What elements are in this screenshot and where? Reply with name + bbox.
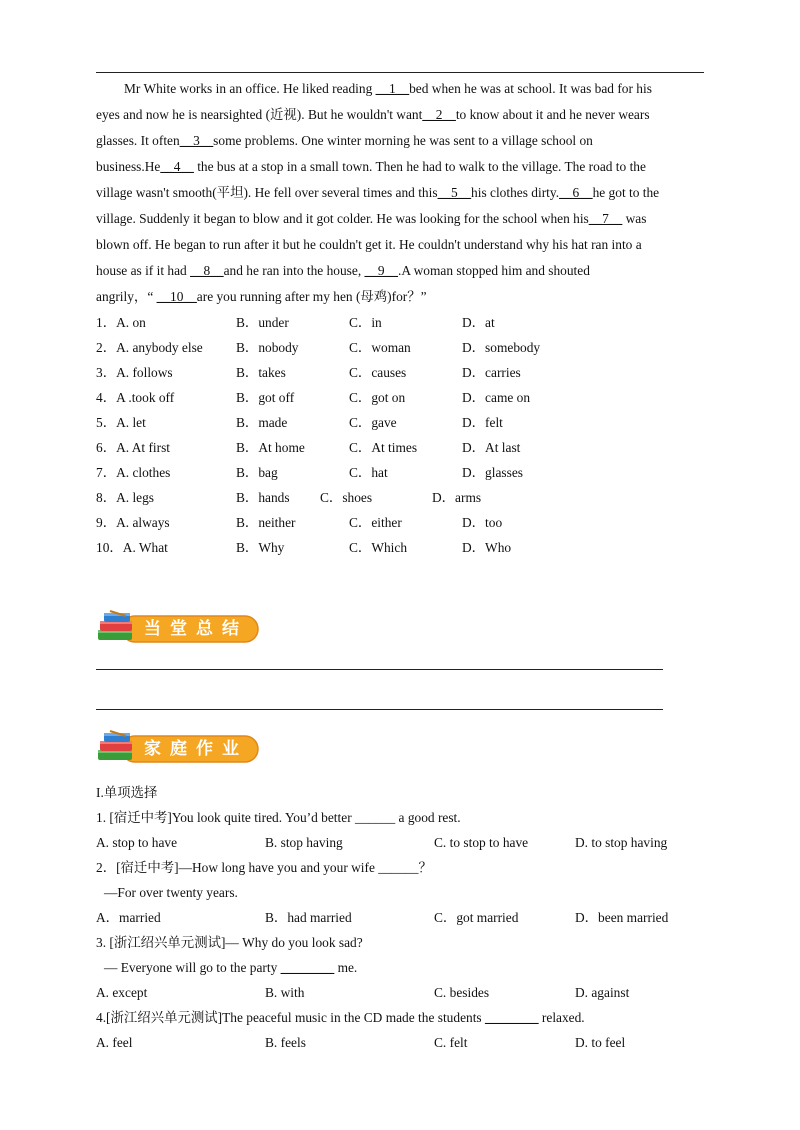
option-d: D. against — [575, 985, 630, 1000]
blank-10: __10__ — [156, 289, 197, 304]
option-b: B．had married — [265, 910, 352, 925]
question-3-options — [96, 980, 716, 1005]
passage-text: was — [622, 211, 647, 226]
option-c: C．hat — [349, 465, 388, 480]
option-d: D. to feel — [575, 1035, 626, 1050]
passage-text: the bus at a stop in a small town. Then he had to walk to the village. The road to the — [193, 159, 646, 174]
option-d: D．At last — [462, 440, 521, 455]
option-c: C. besides — [434, 985, 490, 1000]
question-2-options — [96, 905, 716, 930]
option-row — [96, 410, 716, 435]
option-c: C．Which — [349, 540, 408, 555]
option-b: B．got off — [236, 390, 295, 405]
option-row — [96, 310, 716, 335]
option-a: A．married — [96, 910, 161, 925]
question-2-reply: —For over twenty years. — [104, 885, 238, 900]
option-b: B．neither — [236, 515, 296, 530]
answer-blank: ________ — [485, 1010, 539, 1025]
summary-banner — [96, 610, 262, 646]
option-b: B．under — [236, 315, 289, 330]
blank-2: __2__ — [422, 107, 456, 122]
option-b: B．nobody — [236, 340, 299, 355]
passage-text: glasses. It often — [96, 133, 180, 148]
option-row — [96, 460, 716, 485]
option-d: D．glasses — [462, 465, 523, 480]
passage-text: Mr White works in an office. He liked reading — [124, 81, 376, 96]
option-row — [96, 435, 716, 460]
blank-4: __4__ — [160, 159, 194, 174]
passage-line-8 — [96, 258, 590, 284]
passage-line-7 — [96, 232, 642, 258]
option-d: D．felt — [462, 415, 503, 430]
option-d: D．too — [462, 515, 503, 530]
option-a: 1．A. on — [96, 315, 146, 330]
blank-9: __9__ — [364, 263, 398, 278]
option-b: B．made — [236, 415, 288, 430]
question-3-reply — [104, 955, 724, 980]
option-b: B．takes — [236, 365, 286, 380]
homework-banner — [96, 730, 262, 766]
option-a: 4．A .took off — [96, 390, 175, 405]
passage-line-3 — [96, 128, 593, 154]
passage-text: blown off. He began to run after it but he couldn't get it. He couldn't understand why his hat ran into a — [96, 237, 642, 252]
option-d: D．carries — [462, 365, 521, 380]
stem-text: 4.[浙江绍兴单元测试]The peaceful music in the CD made the students — [96, 1010, 485, 1025]
section-heading: I.单项选择 — [96, 785, 158, 800]
passage-line-1 — [124, 76, 652, 102]
blank-5: __5__ — [437, 185, 472, 200]
question-1-stem: 1. [宿迁中考]You look quite tired. You’d better ______ a good rest. — [96, 810, 461, 825]
option-d: D．somebody — [462, 340, 541, 355]
answer-line — [96, 709, 663, 710]
question-4-options — [96, 1030, 716, 1055]
option-a: 7．A. clothes — [96, 465, 171, 480]
question-4-stem — [96, 1005, 716, 1030]
option-b: B．At home — [236, 440, 305, 455]
option-d: D．arms — [432, 490, 482, 505]
passage-text: village wasn't smooth(平坦). He fell over several times and this — [96, 185, 438, 200]
blank-1: __1__ — [375, 81, 410, 96]
blank-7: __7__ — [588, 211, 623, 226]
option-a: 2．A. anybody else — [96, 340, 203, 355]
passage-text: some problems. One winter morning he was sent to a village school on — [213, 133, 593, 148]
option-d: D．been married — [575, 910, 669, 925]
option-a: A. except — [96, 985, 148, 1000]
option-c: C．causes — [349, 365, 407, 380]
option-b: B. feels — [265, 1035, 306, 1050]
blank-6: __6__ — [559, 185, 593, 200]
option-d: D．Who — [462, 540, 512, 555]
option-row — [96, 510, 716, 535]
stem-text: relaxed. — [538, 1010, 585, 1025]
question-1-options — [96, 830, 716, 855]
option-d: D. to stop having — [575, 835, 668, 850]
passage-text: and he ran into the house, — [223, 263, 365, 278]
option-c: C．At times — [349, 440, 418, 455]
passage-text: business.He — [96, 159, 161, 174]
option-b: B. stop having — [265, 835, 343, 850]
question-2-stem: 2．[宿迁中考]—How long have you and your wife ______？ — [96, 860, 432, 875]
option-c: C．woman — [349, 340, 411, 355]
option-c: C．in — [349, 315, 382, 330]
top-rule — [96, 72, 704, 73]
option-a: 5．A. let — [96, 415, 146, 430]
option-c: C．gave — [349, 415, 397, 430]
option-a: 10．A. What — [96, 540, 168, 555]
passage-line-4 — [96, 154, 646, 180]
reply-text: me. — [334, 960, 358, 975]
option-c: C．either — [349, 515, 402, 530]
option-b: B．Why — [236, 540, 285, 555]
option-a: 6．A. At first — [96, 440, 171, 455]
option-a: A. stop to have — [96, 835, 178, 850]
option-a: 9．A. always — [96, 515, 170, 530]
option-c: C. to stop to have — [434, 835, 529, 850]
blank-3: __3__ — [179, 133, 214, 148]
passage-text: village. Suddenly it began to blow and it got colder. He was looking for the school when his — [96, 211, 589, 226]
option-row — [96, 335, 716, 360]
answer-line — [96, 669, 663, 670]
passage-text: eyes and now he is nearsighted (近视). But he wouldn't want — [96, 107, 423, 122]
reply-text: — Everyone will go to the party — [104, 960, 281, 975]
option-d: D．came on — [462, 390, 531, 405]
option-b: B．hands — [236, 490, 290, 505]
blank-8: __8__ — [190, 263, 224, 278]
option-c: C. felt — [434, 1035, 468, 1050]
passage-line-9 — [96, 284, 427, 310]
option-c: C．shoes — [320, 490, 373, 505]
passage-line-5 — [96, 180, 659, 206]
passage-line-6 — [96, 206, 646, 232]
option-row — [96, 485, 716, 510]
option-a: 3．A. follows — [96, 365, 173, 380]
option-b: B. with — [265, 985, 305, 1000]
question-3-stem: 3. [浙江绍兴单元测试]— Why do you look sad? — [96, 935, 363, 950]
option-row — [96, 535, 716, 560]
option-c: C．got on — [349, 390, 406, 405]
passage-text: to know about it and he never wears — [455, 107, 650, 122]
option-c: C．got married — [434, 910, 519, 925]
option-d: D．at — [462, 315, 495, 330]
option-a: A. feel — [96, 1035, 133, 1050]
homework-banner-label: 家庭作业 — [144, 739, 248, 759]
option-row — [96, 385, 716, 410]
passage-text: bed when he was at school. It was bad for his — [409, 81, 652, 96]
passage-text: are you running after my hen (母鸡)for？” — [196, 289, 427, 304]
passage-text: house as if it had — [96, 263, 191, 278]
passage-text: angrily，“ — [96, 289, 157, 304]
option-b: B．bag — [236, 465, 278, 480]
summary-banner-label: 当堂总结 — [144, 619, 248, 639]
passage-text: .A woman stopped him and shouted — [398, 263, 590, 278]
passage-text: he got to the — [592, 185, 660, 200]
option-a: 8．A. legs — [96, 490, 155, 505]
answer-blank: ________ — [280, 960, 335, 975]
passage-line-2 — [96, 102, 650, 128]
passage-text: his clothes dirty. — [471, 185, 560, 200]
option-row — [96, 360, 716, 385]
